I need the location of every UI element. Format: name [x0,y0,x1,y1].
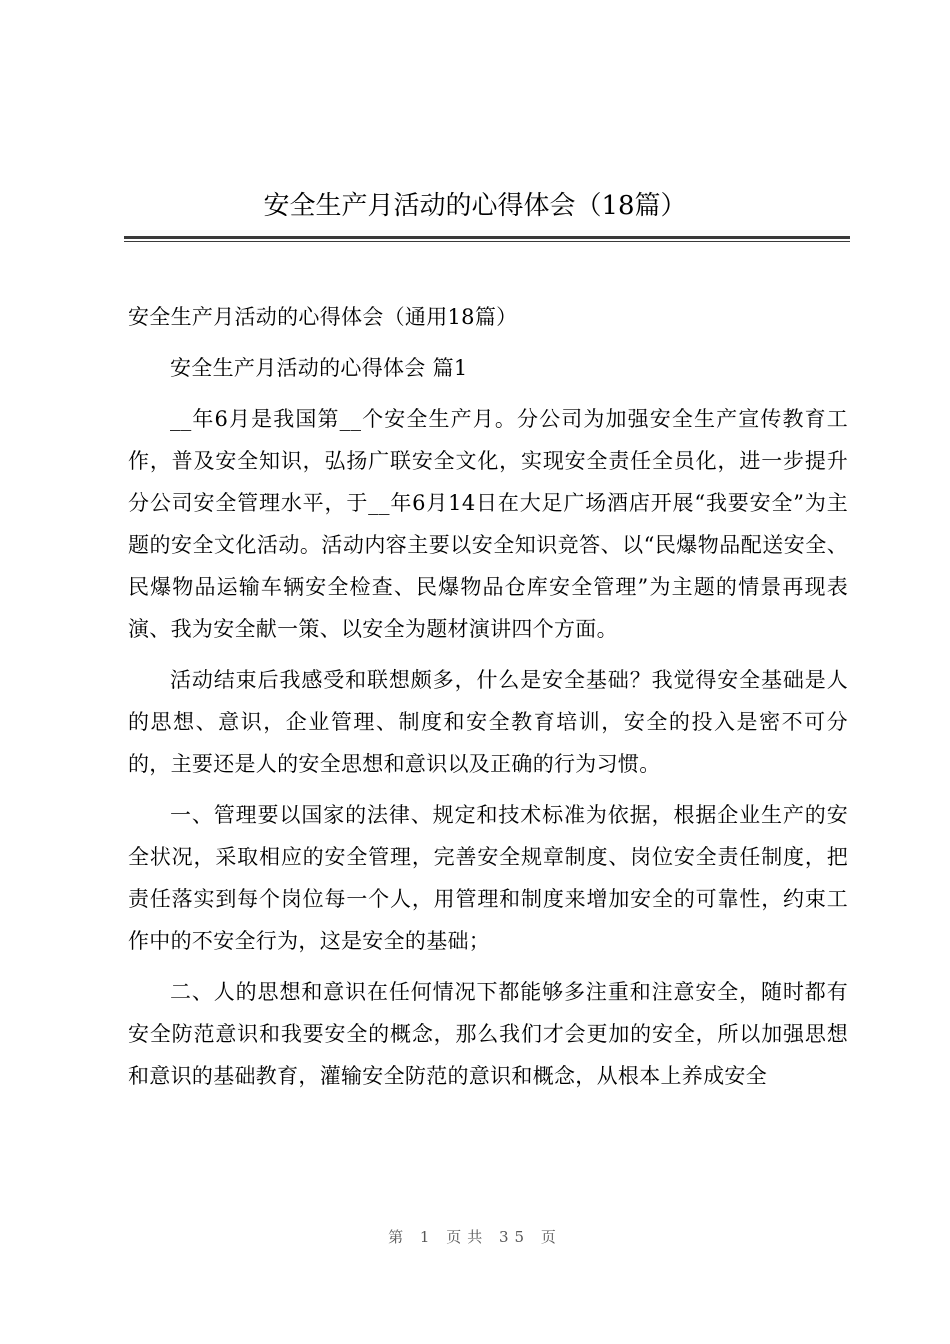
paragraph-2: 活动结束后我感受和联想颇多，什么是安全基础？我觉得安全基础是人的思想、意识，企业管理、制度和安全教育培训，安全的投入是密不可分的，主要还是人的安全思想和意识以及正确的行为习惯。 [128,668,848,776]
paragraph-3: 一、管理要以国家的法律、规定和技术标准为依据，根据企业生产的安全状况，采取相应的安全管理，完善安全规章制度、岗位安全责任制度，把责任落实到每个岗位每一个人，用管理和制度来增加安全的可靠性，约束工作中的不安全行为，这是安全的基础； [128,803,848,953]
document-subtitle: 安全生产月活动的心得体会（通用18篇） [128,305,518,329]
title-divider [124,236,850,242]
section-heading: 安全生产月活动的心得体会 篇1 [170,356,468,380]
paragraph-4: 二、人的思想和意识在任何情况下都能够多注重和注意安全，随时都有安全防范意识和我要安全的概念，那么我们才会更加的安全，所以加强思想和意识的基础教育，灌输安全防范的意识和概念，从根本上养成安全 [128,980,848,1088]
page-title: 安全生产月活动的心得体会（18篇） [263,191,687,221]
page-number-footer: 第 1 页共 35 页 [388,1228,562,1246]
document-body [128,296,848,1106]
paragraph-1: __年6月是我国第__个安全生产月。分公司为加强安全生产宣传教育工作，普及安全知识，弘扬广联安全文化，实现安全责任全员化，进一步提升分公司安全管理水平，于__年6月14日在大足广场酒店开展“我要安全”为主题的安全文化活动。活动内容主要以安全知识竞答、以“民爆物品配送安全、民爆物品运输车辆安全检查、民爆物品仓库安全管理”为主题的情景再现表演、我为安全献一策、以安全为题材演讲四个方面。 [128,407,848,641]
